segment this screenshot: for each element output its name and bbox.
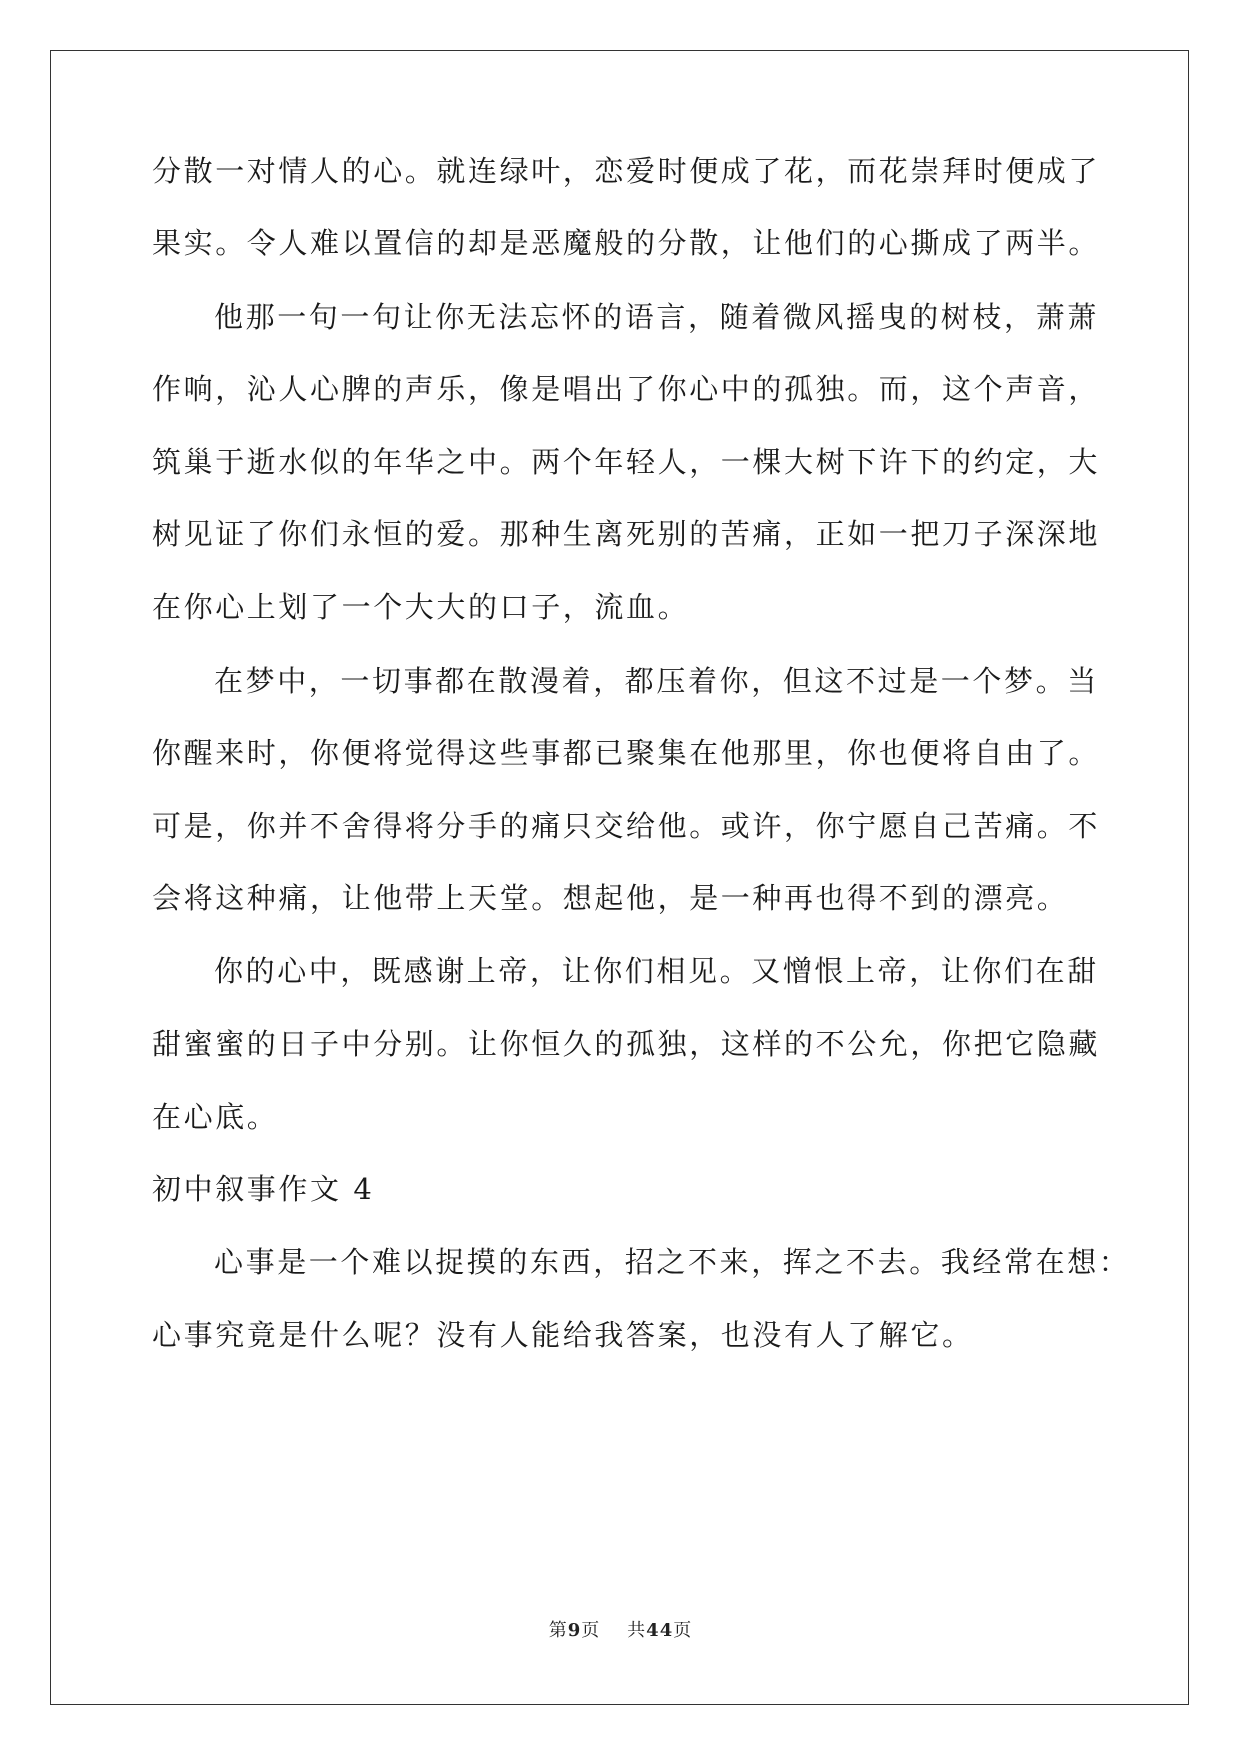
- total-suffix: 页: [673, 1620, 693, 1641]
- text-line: 果实。令人难以置信的却是恶魔般的分散，让他们的心撕成了两半。: [152, 226, 1101, 260]
- section-heading: 初中叙事作文 4: [152, 1172, 375, 1206]
- text-line: 在你心上划了一个大大的口子，流血。: [152, 590, 690, 624]
- paragraph-start: 在梦中，一切事都在散漫着，都压着你，但这不过是一个梦。当: [214, 664, 1099, 698]
- text-line: 可是，你并不舍得将分手的痛只交给他。或许，你宁愿自己苦痛。不: [152, 809, 1101, 843]
- text-line: 甜蜜蜜的日子中分别。让你恒久的孤独，这样的不公允，你把它隐藏: [152, 1027, 1101, 1061]
- page-prefix: 第: [548, 1620, 568, 1641]
- text-line: 会将这种痛，让他带上天堂。想起他，是一种再也得不到的漂亮。: [152, 881, 1069, 915]
- text-line: 心事究竟是什么呢？没有人能给我答案，也没有人了解它。: [152, 1318, 974, 1352]
- text-line: 你醒来时，你便将觉得这些事都已聚集在他那里，你也便将自由了。: [152, 736, 1101, 770]
- text-line: 筑巢于逝水似的年华之中。两个年轻人，一棵大树下许下的约定，大: [152, 445, 1101, 479]
- page-suffix: 页: [581, 1620, 601, 1641]
- text-line: 在心底。: [152, 1100, 279, 1134]
- total-prefix: 共: [627, 1620, 647, 1641]
- page-number: 9: [567, 1620, 582, 1641]
- paragraph-start: 他那一句一句让你无法忘怀的语言，随着微风摇曳的树枝，萧萧: [214, 300, 1099, 334]
- text-line: 作响，沁人心脾的声乐，像是唱出了你心中的孤独。而，这个声音，: [152, 372, 1101, 406]
- text-line: 树见证了你们永恒的爱。那种生离死别的苦痛，正如一把刀子深深地: [152, 517, 1101, 551]
- text-line: 分散一对情人的心。就连绿叶，恋爱时便成了花，而花崇拜时便成了: [152, 154, 1101, 188]
- paragraph-start: 心事是一个难以捉摸的东西，招之不来，挥之不去。我经常在想：: [214, 1245, 1131, 1279]
- total-pages: 44: [646, 1620, 674, 1641]
- page-footer: [0, 1616, 1241, 1642]
- paragraph-start: 你的心中，既感谢上帝，让你们相见。又憎恨上帝，让你们在甜: [214, 954, 1099, 988]
